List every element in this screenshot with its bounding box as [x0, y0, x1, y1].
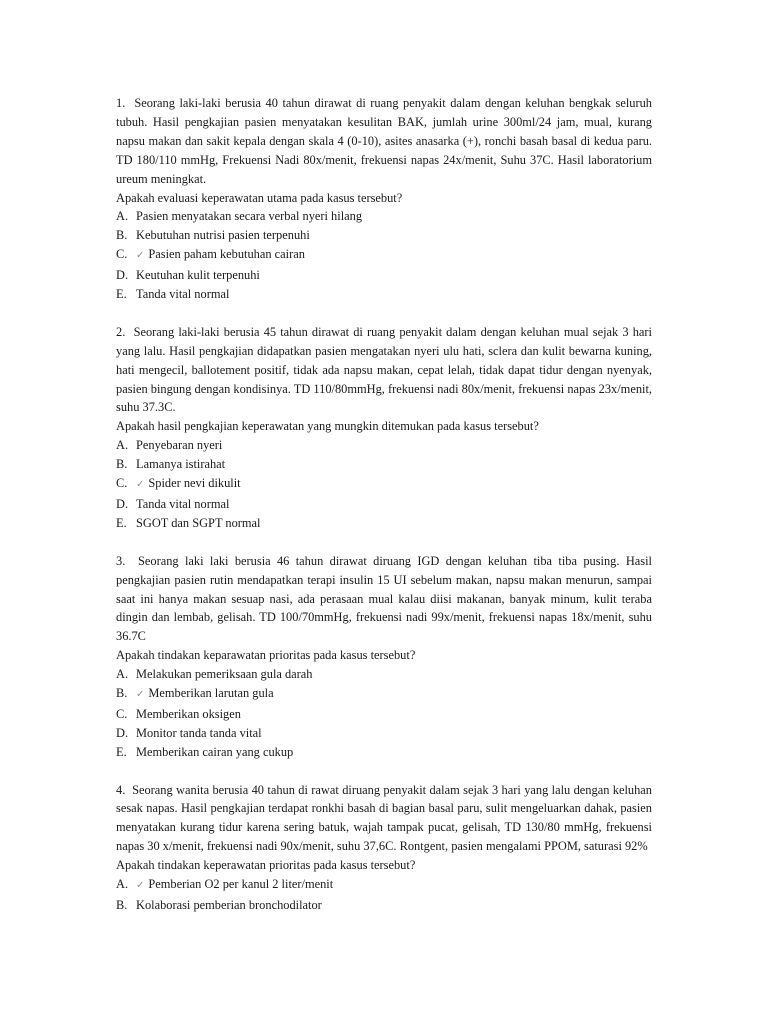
question-2 [116, 323, 652, 533]
answer-option-a [116, 665, 652, 684]
option-letter: C. [116, 247, 128, 262]
option-letter: D. [116, 268, 129, 283]
answer-option-d [116, 495, 652, 514]
answer-option-d [116, 266, 652, 285]
option-letter: E. [116, 287, 127, 302]
answer-option-b [116, 896, 652, 915]
question-prompt: Apakah hasil pengkajian keperawatan yang mungkin ditemukan pada kasus tersebut? [116, 419, 539, 434]
option-letter: C. [116, 706, 128, 721]
option-letter: A. [116, 877, 129, 892]
option-text: Tanda vital normal [136, 497, 230, 512]
option-text: Spider nevi dikulit [148, 476, 241, 491]
question-number: 3. [116, 553, 126, 568]
option-text: Kolaborasi pemberian bronchodilator [136, 898, 322, 913]
option-letter: E. [116, 515, 127, 530]
option-text: Memberikan larutan gula [148, 686, 274, 701]
option-letter: D. [116, 725, 129, 740]
answer-options [116, 875, 652, 915]
answer-option-e [116, 514, 652, 533]
option-letter: B. [116, 898, 128, 913]
answer-option-a [116, 875, 652, 896]
question-stem [116, 94, 652, 189]
question-prompt: Apakah evaluasi keperawatan utama pada kasus tersebut? [116, 190, 403, 205]
question-stem [116, 323, 652, 418]
option-letter: B. [116, 457, 128, 472]
answer-option-c [116, 705, 652, 724]
answer-option-a [116, 207, 652, 226]
question-1 [116, 94, 652, 304]
question-text: Seorang wanita berusia 40 tahun di rawat diruang penyakit dalam sejak 3 hari yang lalu dengan keluhan sesak napas. Hasil pengkajian terdapat ronkhi basah di bagian basal paru, sulit mengeluarkan dahak, pasien menyatakan kurang tidur karena sering batuk, wajah tampak pucat, gelisah, TD 130/80 mmHg, frekuensi napas 30 x/menit, frekuensi nadi 90x/menit, suhu 37,6C. Rontgent, pasien mengalami PPOM, saturasi 92% [116, 782, 652, 854]
question-text: Seorang laki-laki berusia 40 tahun dirawat di ruang penyakit dalam dengan keluhan bengkak seluruh tubuh. Hasil pengkajian pasien menyatakan kesulitan BAK, jumlah urine 300ml/24 jam, mual, kurang napsu makan dan sakit kepala dengan skala 4 (0-10), asites anasarka (+), ronchi basah basal di kedua paru. TD 180/110 mmHg, Frekuensi Nadi 80x/menit, frekuensi napas 24x/menit, Suhu 37C. Hasil laboratorium ureum meningkat. [116, 96, 652, 186]
question-text: Seorang laki laki berusia 46 tahun dirawat diruang IGD dengan keluhan tiba tiba pusing. Hasil pengkajian pasien rutin mendapatkan terapi insulin 15 UI sebelum makan, napsu makan menurun, sampai saat ini hanya makan sesuap nasi, ada perasaan mual kalau diisi makanan, banyak minum, kulit teraba dingin dan lembab, gelisah. TD 100/70mmHg, frekuensi nadi 99x/menit, frekuensi napas 18x/menit, suhu 36.7C [116, 553, 652, 644]
question-3 [116, 552, 652, 762]
option-letter: A. [116, 438, 129, 453]
option-text: Keutuhan kulit terpenuhi [136, 268, 260, 283]
answer-option-b [116, 684, 652, 705]
question-prompt: Apakah tindakan keparawatan prioritas pada kasus tersebut? [116, 648, 416, 663]
option-letter: A. [116, 667, 129, 682]
question-stem [116, 552, 652, 647]
answer-option-d [116, 724, 652, 743]
question-stem [116, 781, 652, 857]
checkmark-icon: ✓ [136, 880, 145, 892]
option-letter: B. [116, 686, 128, 701]
option-letter: C. [116, 476, 128, 491]
option-text: Memberikan oksigen [136, 706, 241, 721]
option-text: Pasien paham kebutuhan cairan [148, 247, 305, 262]
option-text: Pemberian O2 per kanul 2 liter/menit [148, 877, 334, 892]
checkmark-icon: ✓ [136, 689, 145, 701]
answer-option-e [116, 743, 652, 762]
question-text: Seorang laki-laki berusia 45 tahun dirawat di ruang penyakit dalam dengan keluhan mual sejak 3 hari yang lalu. Hasil pengkajian didapatkan pasien mengatakan nyeri ulu hati, sclera dan kulit bewarna kuning, hati mengecil, ballotement positif, tidak ada napsu makan, cepat lelah, tidak dapat tidur dengan nyenyak, pasien bingung dengan kondisinya. TD 110/80mmHg, frekuensi nadi 80x/menit, frekuensi napas 23x/menit, suhu 37.3C. [116, 324, 652, 415]
option-text: Lamanya istirahat [136, 457, 226, 472]
option-text: Monitor tanda tanda vital [136, 725, 262, 740]
option-letter: B. [116, 228, 128, 243]
answer-option-b [116, 455, 652, 474]
option-text: Tanda vital normal [136, 287, 230, 302]
answer-options [116, 207, 652, 304]
option-text: Pasien menyatakan secara verbal nyeri hilang [136, 209, 363, 224]
question-4 [116, 781, 652, 915]
option-letter: A. [116, 209, 129, 224]
answer-option-a [116, 436, 652, 455]
answer-options [116, 665, 652, 762]
answer-option-c [116, 245, 652, 266]
checkmark-icon: ✓ [136, 479, 145, 491]
answer-option-c [116, 474, 652, 495]
option-text: Kebutuhan nutrisi pasien terpenuhi [136, 228, 310, 243]
option-text: Memberikan cairan yang cukup [136, 744, 294, 759]
option-text: Melakukan pemeriksaan gula darah [136, 667, 313, 682]
question-prompt: Apakah tindakan keperawatan prioritas pada kasus tersebut? [116, 858, 416, 873]
option-text: Penyebaran nyeri [136, 438, 223, 453]
option-letter: E. [116, 744, 127, 759]
answer-option-b [116, 226, 652, 245]
option-letter: D. [116, 497, 129, 512]
question-number: 1. [116, 96, 126, 110]
answer-option-e [116, 285, 652, 304]
answer-options [116, 436, 652, 533]
question-number: 2. [116, 324, 126, 339]
option-text: SGOT dan SGPT normal [136, 515, 261, 530]
question-number: 4. [116, 782, 126, 797]
checkmark-icon: ✓ [136, 250, 145, 262]
question-list [116, 94, 652, 934]
